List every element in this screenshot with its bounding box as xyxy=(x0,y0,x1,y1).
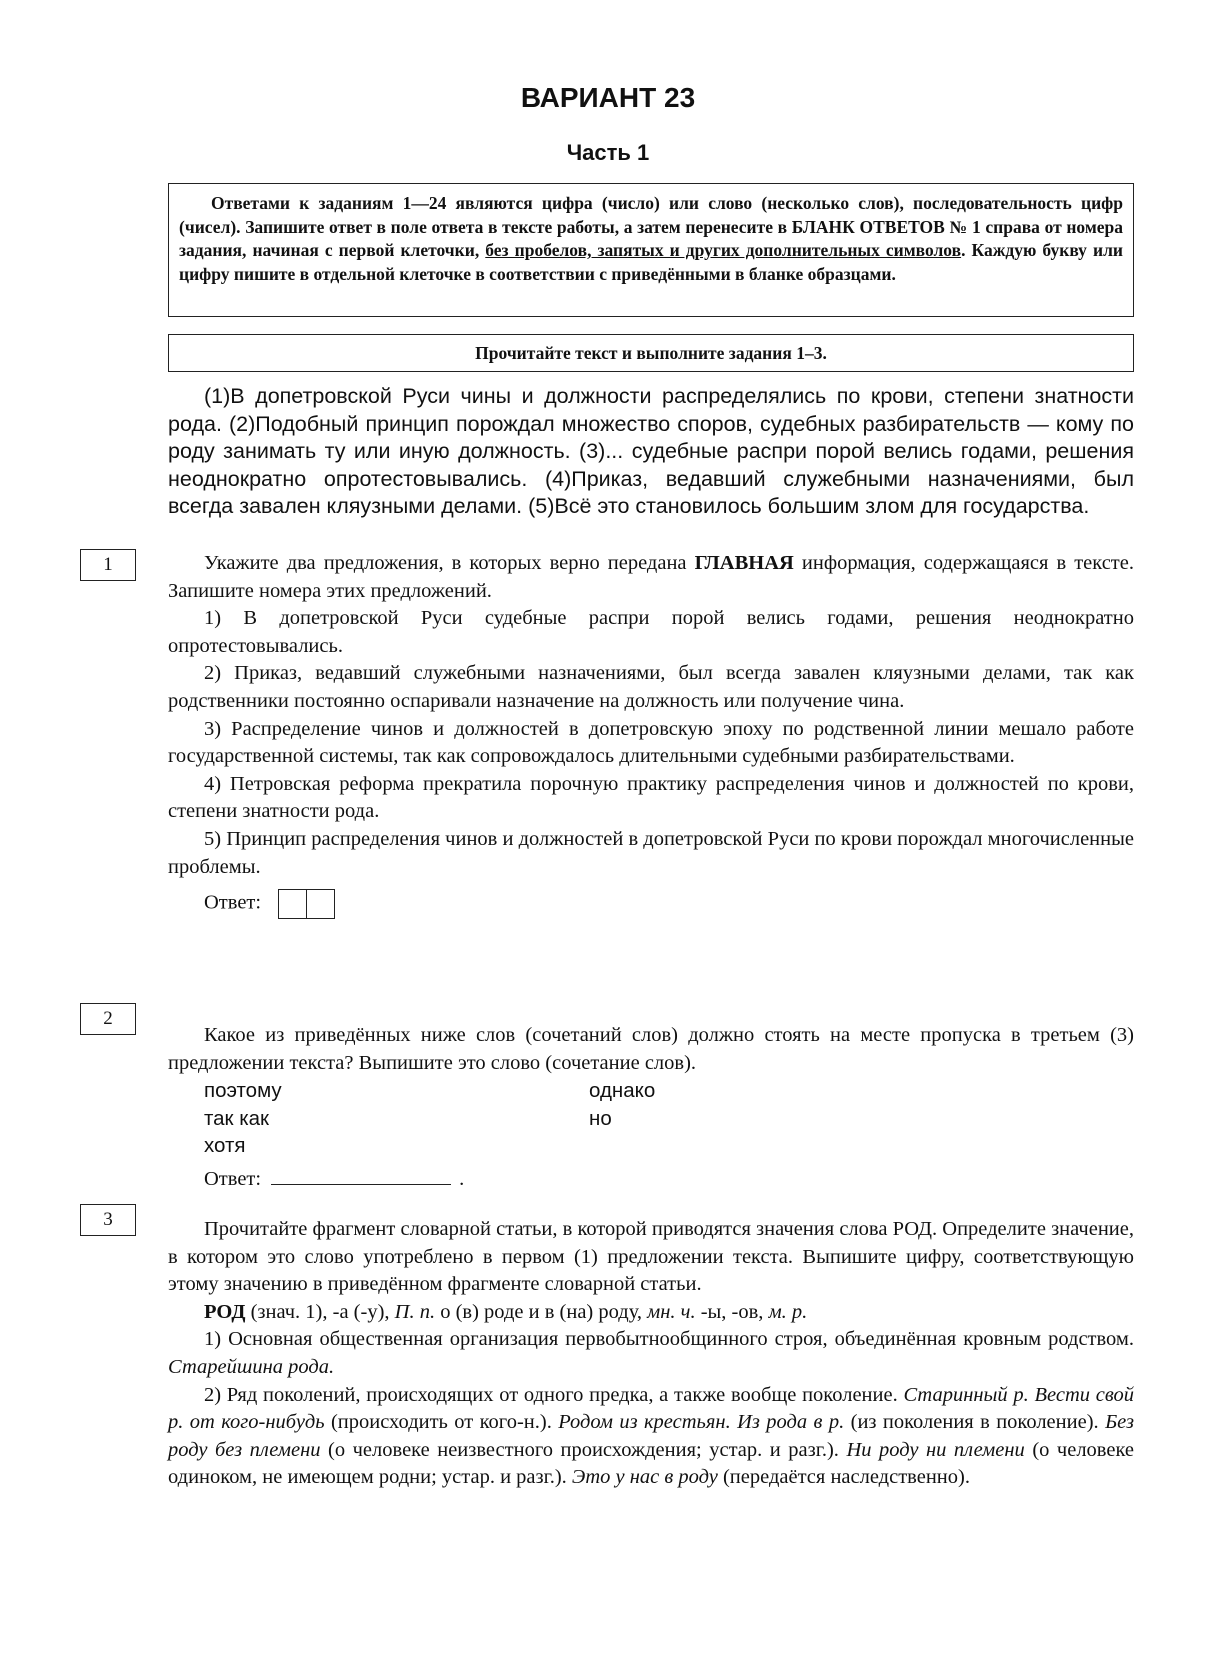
word-option: однако xyxy=(589,1079,656,1103)
instructions-text-end: . Каждую букву или цифру пишите в отдельной клеточке в соответствии с приведёнными в бланке образцами. xyxy=(179,240,1123,284)
instructions-text: Ответами к заданиям 1—24 являются цифра (число) или слово (несколько слов), последовательность цифр (чисел). Запишите ответ в поле ответа в тексте работы, а затем перенесите в БЛАНК ОТВЕТОВ № 1 справа от номера задания, начиная с первой клеточки, xyxy=(179,193,1123,260)
instructions-box xyxy=(168,183,1134,317)
word-option: хотя xyxy=(204,1134,246,1158)
entry-word: РОД xyxy=(204,1300,246,1323)
task-1-prompt-bold: ГЛАВНАЯ xyxy=(694,552,794,574)
read-prompt: Прочитайте текст и выполните задания 1–3. xyxy=(475,343,827,363)
task-1-option-2: 2) Приказ, ведавший служебными назначениями, был всегда завален кляузными делами, так как родственники постоянно оспаривали назначение на должность или получение чина. xyxy=(168,662,1134,712)
answer-cell[interactable] xyxy=(306,889,335,919)
task-2-answer-line[interactable] xyxy=(271,1184,451,1185)
task-2-prompt: Какое из приведённых ниже слов (сочетаний слов) должно стоять на месте пропуска в третьем (3) предложении текста? Выпишите это слово (сочетание слов). xyxy=(168,1024,1134,1074)
task-3-prompt: Прочитайте фрагмент словарной статьи, в которой приводятся значения слова РОД. Определите значение, в котором это слово употреблено в первом (1) предложении текста. Выпишите цифру, соответствующую этому значению в приведённом фрагменте словарной статьи. xyxy=(168,1218,1134,1296)
task-2-answer-row xyxy=(204,1166,1134,1194)
task-3 xyxy=(168,1216,1134,1492)
task-number-3: 3 xyxy=(80,1204,136,1236)
read-prompt-box xyxy=(168,334,1134,372)
task-1 xyxy=(168,550,1134,919)
task-2-word-options xyxy=(204,1077,1134,1160)
word-option: поэтому xyxy=(204,1079,282,1103)
task-number-2: 2 xyxy=(80,1003,136,1035)
task-1-answer-cells xyxy=(278,889,335,919)
task-1-answer-label: Ответ: xyxy=(204,891,262,914)
dictionary-meaning-1: 1) Основная общественная организация первобытнообщинного строя, объединённая кровным родством. Старейшина рода. xyxy=(168,1328,1134,1378)
passage xyxy=(168,383,1134,521)
passage-text: (1)В допетровской Руси чины и должности распределялись по крови, степени знатности рода. (2)Подобный принцип порождал множество споров, судебных разбирательств — кому по роду занимать ту или иную должность. (3)... судебные распри порой велись годами, решения неоднократно опротестовывались. (4)Приказ, ведавший служебными назначениями, был всегда завален кляузными делами. (5)Всё это становилось большим злом для государства. xyxy=(168,384,1134,518)
instructions-underlined: без пробелов, запятых и других дополнительных символов xyxy=(485,240,962,260)
dictionary-meaning-2: 2) Ряд поколений, происходящих от одного предка, а также вообще поколение. Старинный р. Вести свой р. от кого-нибудь (происходить от кого-н.). Родом из крестьян. Из рода в р. (из поколения в поколение). Без роду без племени (о человеке неизвестного происхождения; устар. и разг.). Ни роду ни племени (о человеке одиноком, не имеющем родни; устар. и разг.). Это у нас в роду (передаётся наследственно). xyxy=(168,1383,1135,1489)
task-2 xyxy=(168,1022,1134,1194)
word-option: но xyxy=(589,1106,612,1130)
task-1-option-5: 5) Принцип распределения чинов и должностей в допетровской Руси по крови порождал многочисленные проблемы. xyxy=(168,827,1134,878)
variant-title: ВАРИАНТ 23 xyxy=(520,82,696,113)
word-option xyxy=(589,1132,889,1160)
task-1-option-1: 1) В допетровской Руси судебные распри порой велись годами, решения неоднократно опротестовывались. xyxy=(168,607,1134,657)
task-1-prompt-end: информация, содержащаяся в тексте. Запишите номера этих предложений. xyxy=(168,552,1134,602)
task-number-1: 1 xyxy=(80,549,136,581)
answer-cell[interactable] xyxy=(278,889,307,919)
task-1-option-4: 4) Петровская реформа прекратила порочную практику распределения чинов и должностей по крови, степени знатности рода. xyxy=(168,772,1134,823)
task-1-prompt: Укажите два предложения, в которых верно передана xyxy=(204,552,695,574)
part-title: Часть 1 xyxy=(566,140,650,165)
task-1-answer-row xyxy=(204,889,1134,919)
task-2-answer-end: . xyxy=(459,1167,465,1190)
word-option: так как xyxy=(204,1106,270,1130)
dictionary-entry-head: РОД (знач. 1), -а (-у), П. п. о (в) роде и в (на) роду, мн. ч. -ы, -ов, м. р. xyxy=(204,1300,808,1323)
task-1-option-3: 3) Распределение чинов и должностей в допетровскую эпоху по родственной линии мешало работе государственной системы, так как сопровождалось длительными судебными разбирательствами. xyxy=(168,717,1134,768)
task-2-answer-label: Ответ: xyxy=(204,1167,262,1190)
